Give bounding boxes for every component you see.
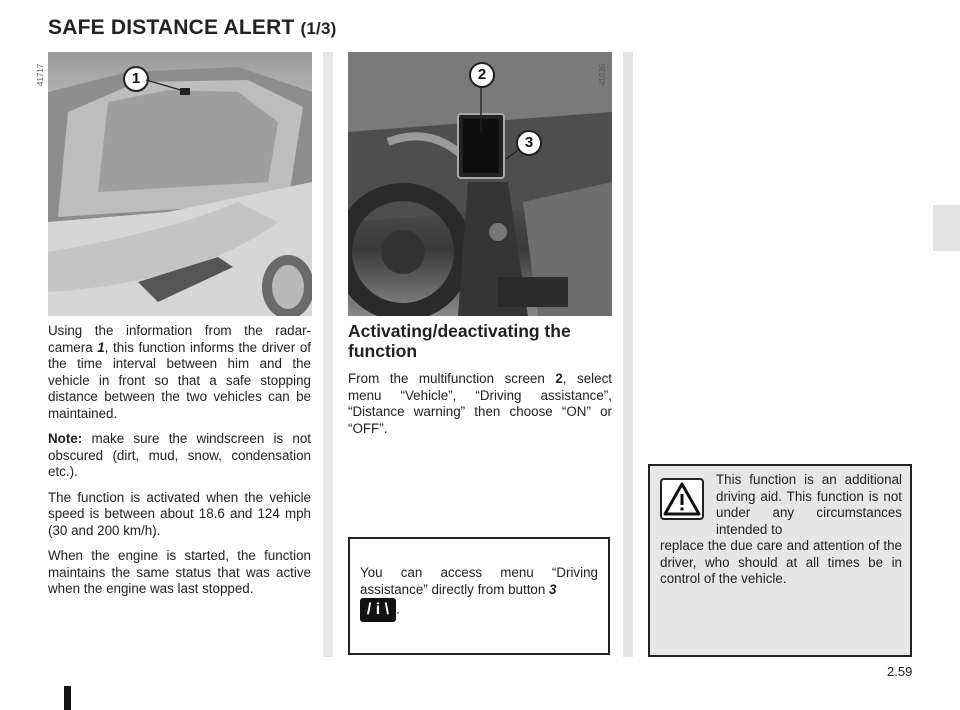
info-text-end: .: [396, 601, 400, 617]
note-text: make sure the windscreen is not obscured (dirt, mud, snow, condensation etc.).: [48, 431, 311, 479]
column-divider-left: [323, 52, 333, 657]
left-column-text: [48, 323, 311, 607]
page-title: [48, 16, 337, 40]
title-suffix: (1/3): [300, 19, 337, 38]
corner-mark: [64, 686, 71, 710]
right-column-text: [348, 321, 612, 446]
figure-ref-left: 41717: [36, 63, 45, 86]
section-heading: Activating/deactivating the function: [348, 321, 571, 361]
callout-2-leader: [478, 88, 484, 134]
warning-box: [648, 464, 912, 657]
instructions-text: From the multifunction screen: [348, 371, 556, 386]
driving-assist-button-icon: / i \: [360, 598, 396, 622]
callout-3-leader: [504, 150, 520, 162]
callout-1: 1: [123, 66, 149, 92]
intro-text: Using the information from the radar-camera: [48, 323, 311, 355]
instructions-text-cont: , select menu “Vehicle”, “Driving assistance”, “Distance warning” then choose “ON” or “OFF”.: [348, 371, 613, 436]
note-paragraph: [48, 431, 311, 481]
info-box: [348, 537, 610, 655]
instructions-paragraph: [348, 371, 612, 437]
page-number: 2.59: [887, 664, 913, 679]
chapter-tab: [933, 205, 960, 251]
info-text: You can access menu “Driving assistance” directly from button: [360, 565, 598, 597]
warning-text-top: This function is an additional driving aid. This function is not under any circumstances intended to: [716, 472, 902, 537]
title-text: SAFE DISTANCE ALERT: [48, 16, 295, 39]
warning-triangle-icon: [660, 478, 704, 520]
engine-start-paragraph: When the engine is started, the function maintains the same status that was active when the engine was last stopped.: [48, 548, 311, 596]
figure-ref-right: 41636: [598, 63, 607, 86]
warning-text-bottom: replace the due care and attention of the driver, who should at all times be in control of the vehicle.: [660, 538, 902, 586]
activation-speed-paragraph: The function is activated when the vehicle speed is between about 18.6 and 124 mph (30 and 200 km/h).: [48, 489, 311, 538]
instructions-ref: 2: [555, 371, 563, 386]
callout-1-leader: [146, 78, 186, 94]
intro-ref: 1: [97, 339, 105, 355]
intro-paragraph: [48, 323, 311, 422]
column-divider-right: [623, 52, 633, 657]
intro-text-cont: , this function informs the driver of the time interval between him and the vehicle in front so that a safe stopping distance between the two vehicles can be maintained.: [48, 339, 311, 421]
callout-3: 3: [516, 130, 542, 156]
note-label: Note:: [48, 431, 83, 446]
info-ref: 3: [549, 581, 557, 597]
callout-2: 2: [469, 62, 495, 88]
